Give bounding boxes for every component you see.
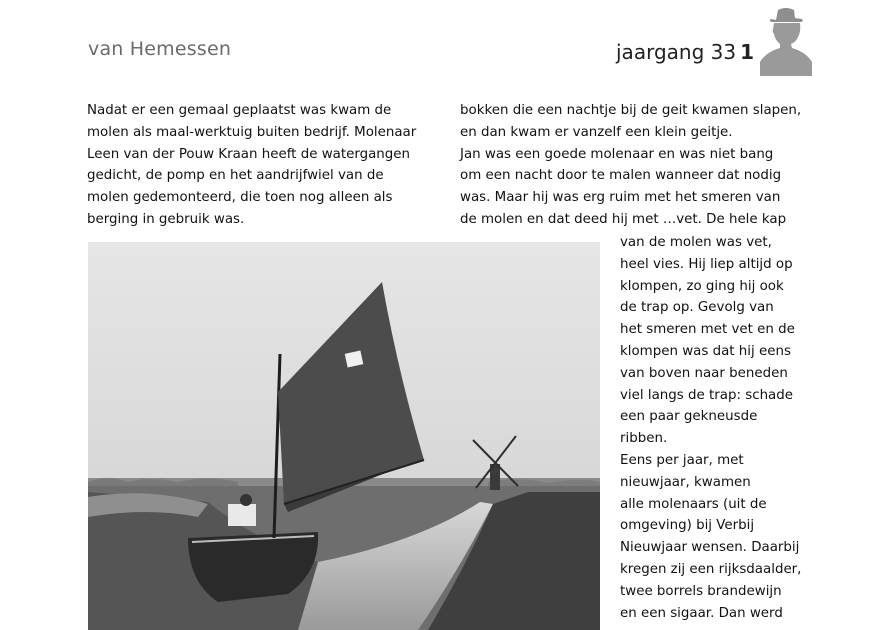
paragraph-line: Leen van der Pouw Kraan heeft de watergangen <box>87 146 411 162</box>
paragraph-line: om een nacht door te malen wanneer dat nodig <box>460 168 782 184</box>
paragraph-line: berging in gebruik was. <box>87 211 245 227</box>
paragraph-line: nieuwjaar, kwamen <box>620 474 751 490</box>
paragraph-line: omgeving) bij Verbij <box>620 518 755 534</box>
paragraph-line: molen gedemonteerd, die toen nog alleen als <box>87 190 393 206</box>
paragraph-line: was. Maar hij was erg ruim met het smeren van <box>460 190 781 206</box>
paragraph-line: de molen en dat deed hij met …vet. De hele kap <box>460 211 787 227</box>
paragraph-line: een paar gekneusde <box>620 409 758 425</box>
issue-label <box>616 40 754 64</box>
paragraph-line: en dan kwam er vanzelf een klein geitje. <box>460 124 733 140</box>
page-number: 1 <box>740 40 754 64</box>
paragraph-line: alle molenaars (uit de <box>620 496 767 512</box>
sailboat-canal-windmill-photo <box>88 242 600 630</box>
paragraph-line: Eens per jaar, met <box>620 452 744 468</box>
paragraph-line: ribben. <box>620 431 668 447</box>
paragraph-line: van boven naar beneden <box>620 365 788 381</box>
paragraph-line: het smeren met vet en de <box>620 322 795 338</box>
text-column-right-top <box>460 100 800 231</box>
issue-volume: jaargang 33 <box>616 40 737 64</box>
paragraph-line: de trap op. Gevolg van <box>620 300 774 316</box>
paragraph-line: molen als maal-werktuig buiten bedrijf. Molenaar <box>87 124 417 140</box>
paragraph-line: van de molen was vet, <box>620 235 772 250</box>
silhouette-man-with-hat-icon <box>758 4 814 76</box>
paragraph-line: gedicht, de pomp en het aandrijfwiel van de <box>87 168 384 184</box>
paragraph-line: klompen was dat hij eens <box>620 343 791 359</box>
text-column-right-narrow <box>620 232 800 624</box>
paragraph-line: klompen, zo ging hij ook <box>620 278 784 294</box>
paragraph-line: Nadat er een gemaal geplaatst was kwam de <box>87 103 392 118</box>
paragraph-line: heel vies. Hij liep altijd op <box>620 256 793 272</box>
paragraph-line: Nieuwjaar wensen. Daarbij <box>620 540 800 556</box>
paragraph-line: kregen zij een rijksdaalder, <box>620 561 802 577</box>
text-column-left <box>87 100 427 231</box>
page-header-title: van Hemessen <box>88 38 232 60</box>
paragraph-line: bokken die een nachtje bij de geit kwamen slapen, <box>460 103 802 118</box>
paragraph-line: Jan was een goede molenaar en was niet bang <box>460 146 774 162</box>
paragraph-line: en een sigaar. Dan werd <box>620 605 783 621</box>
paragraph-line: twee borrels brandewijn <box>620 583 782 599</box>
paragraph-line: viel langs de trap: schade <box>620 387 793 403</box>
